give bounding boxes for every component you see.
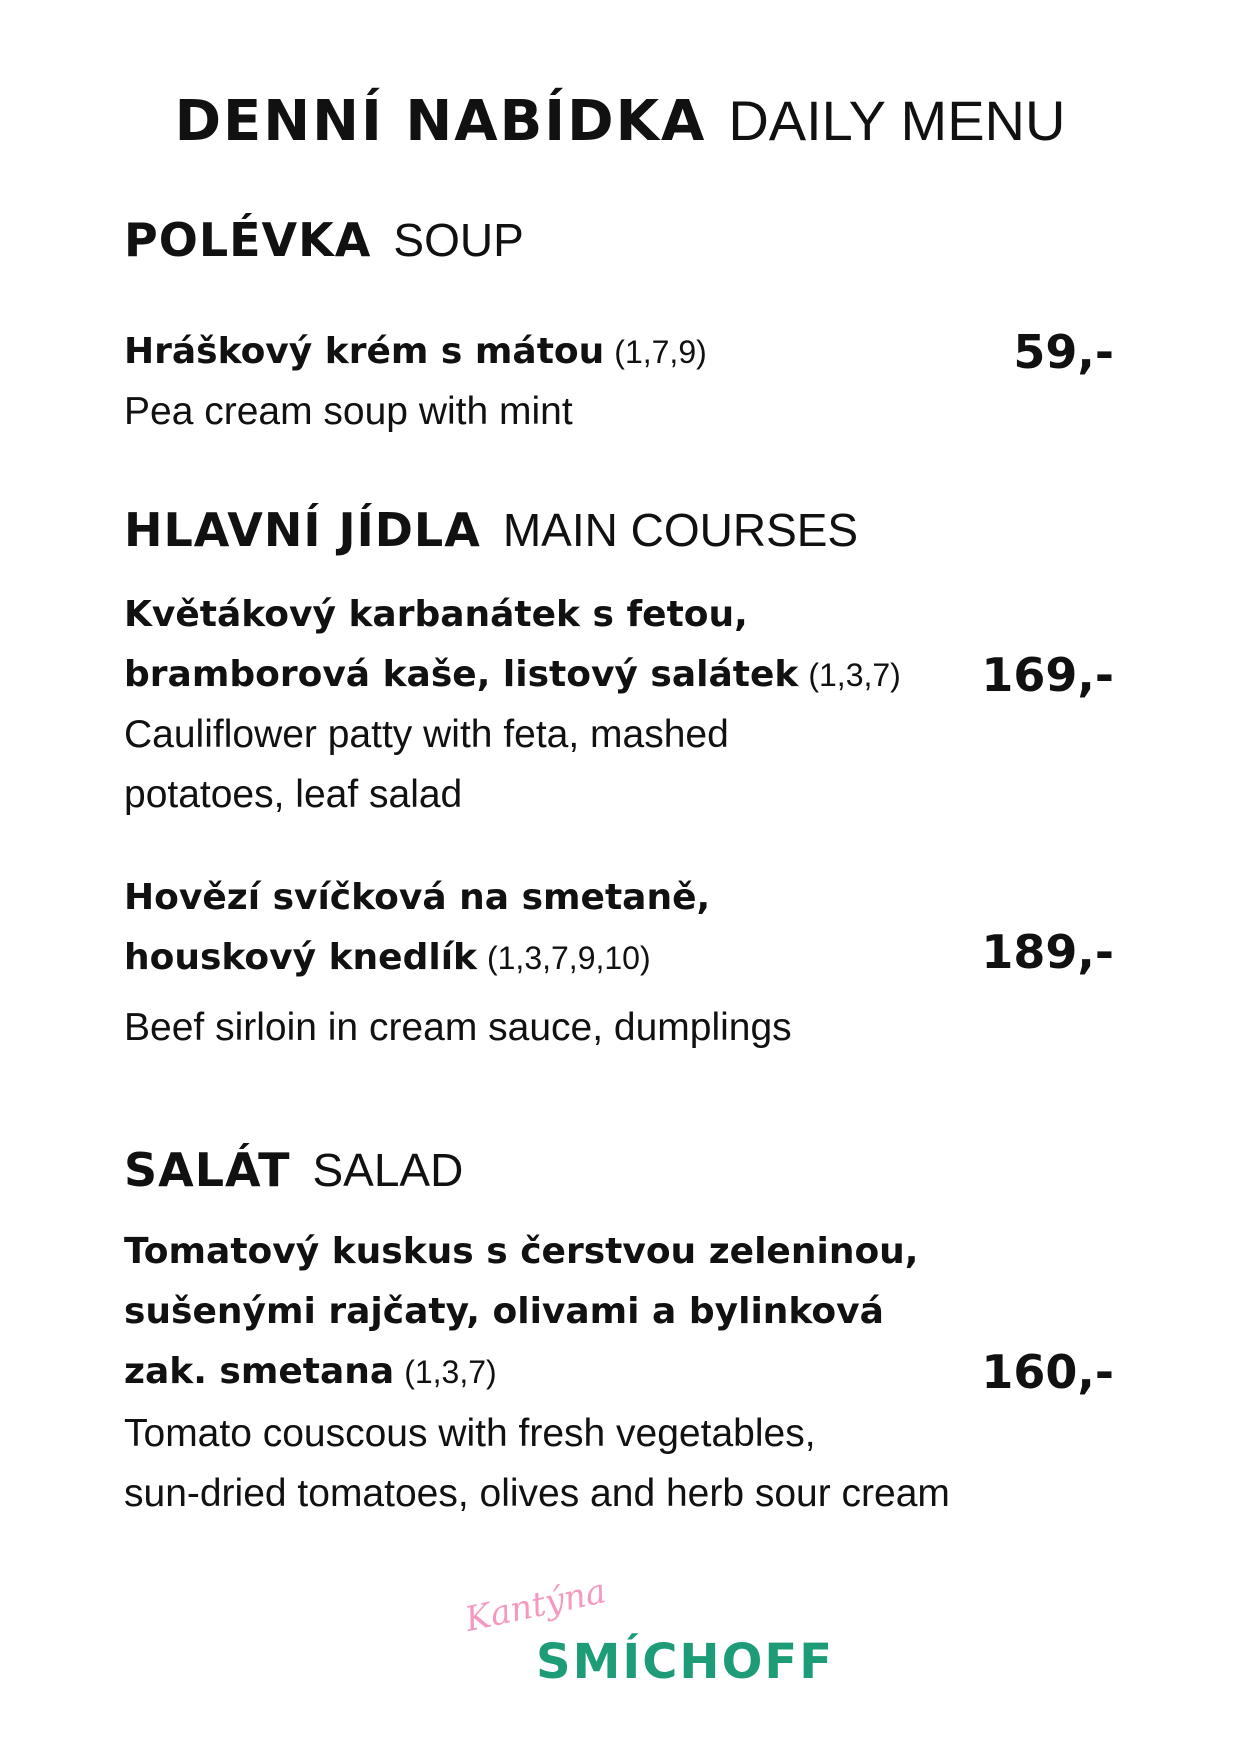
dish-description: Beef sirloin in cream sauce, dumplings <box>124 1006 792 1049</box>
allergens: (1,3,7) <box>404 1354 497 1390</box>
allergens: (1,3,7,9,10) <box>486 940 651 976</box>
dish-name-line: Tomatový kuskus s čerstvou zeleninou, <box>124 1231 919 1272</box>
dish-name-line <box>124 1342 497 1402</box>
section-heading-czech: HLAVNÍ JÍDLA <box>124 503 481 557</box>
allergens: (1,3,7) <box>808 657 901 693</box>
section-heading-salad <box>124 1140 463 1200</box>
dish-description: Tomato couscous with fresh vegetables, <box>124 1412 816 1455</box>
dish-description: potatoes, leaf salad <box>124 773 463 816</box>
dish-price: 189,- <box>981 925 1114 979</box>
dish-name-line <box>124 322 707 382</box>
dish-price: 59,- <box>1013 325 1114 379</box>
section-heading-english: MAIN COURSES <box>502 504 859 556</box>
dish-name-line <box>124 928 651 988</box>
dish-name-line: Hovězí svíčková na smetaně, <box>124 877 711 918</box>
page-title-english: DAILY MENU <box>728 89 1066 152</box>
section-heading-czech: SALÁT <box>124 1143 291 1197</box>
dish-name-line: sušenými rajčaty, olivami a bylinková <box>124 1291 884 1332</box>
page-title <box>0 86 1240 157</box>
restaurant-logo <box>461 1571 834 1700</box>
dish-name-line <box>124 645 901 705</box>
section-heading-soup <box>124 210 524 270</box>
dish-price: 160,- <box>981 1345 1114 1399</box>
dish-name-text: bramborová kaše, listový salátek <box>124 654 799 695</box>
logo-brand-text: SMÍCHOFF <box>536 1634 834 1690</box>
dish-description: sun-dried tomatoes, olives and herb sour cream <box>124 1472 950 1515</box>
dish-name-text: zak. smetana <box>124 1351 395 1392</box>
section-heading-english: SALAD <box>312 1144 464 1196</box>
page-title-czech: DENNÍ NABÍDKA <box>174 89 707 154</box>
allergens: (1,7,9) <box>614 334 707 370</box>
dish-description: Cauliflower patty with feta, mashed <box>124 713 729 756</box>
section-heading-english: SOUP <box>393 214 524 266</box>
section-heading-main-courses <box>124 500 858 560</box>
dish-price: 169,- <box>981 648 1114 702</box>
dish-name-text: Hráškový krém s mátou <box>124 331 605 372</box>
dish-description: Pea cream soup with mint <box>124 390 573 433</box>
section-heading-czech: POLÉVKA <box>124 213 372 267</box>
dish-name-text: houskový knedlík <box>124 937 477 978</box>
logo-script-text: Kantýna <box>461 1571 610 1640</box>
dish-name-line: Květákový karbanátek s fetou, <box>124 594 748 635</box>
